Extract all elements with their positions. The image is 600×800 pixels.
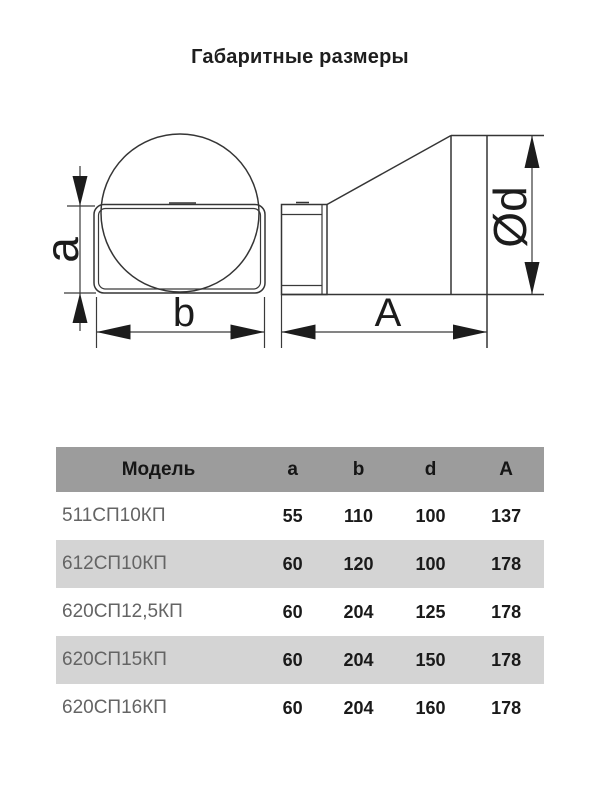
value-d: 150	[415, 649, 446, 670]
col-header-b: b	[324, 447, 392, 492]
table-row	[56, 636, 544, 684]
value-a: 60	[282, 697, 303, 718]
value-b: 110	[344, 505, 374, 526]
arrowhead-down-icon	[73, 176, 88, 206]
value-a: 55	[282, 505, 303, 526]
table-row	[56, 588, 544, 636]
value-b: 204	[343, 649, 374, 670]
model-cell: 620СП15КП	[62, 649, 167, 670]
table-row	[56, 684, 544, 732]
dimension-A	[282, 291, 488, 340]
arrowhead-right-icon	[231, 325, 265, 340]
col-header-model: Модель	[56, 447, 261, 492]
dimension-diameter	[484, 136, 540, 295]
model-cell: 620СП12,5КП	[62, 601, 183, 622]
arrowhead-down-icon	[525, 262, 540, 295]
value-d: 100	[415, 553, 446, 574]
value-A: 137	[491, 505, 522, 526]
dim-label-diameter: Ød	[484, 186, 536, 248]
arrowhead-left-icon	[282, 325, 316, 340]
front-view	[94, 134, 265, 293]
value-A: 178	[491, 697, 522, 718]
col-header-d: d	[393, 447, 469, 492]
dimension-b	[97, 291, 265, 348]
arrowhead-up-icon	[73, 293, 88, 323]
spec-table-header	[56, 447, 544, 492]
col-header-a: a	[261, 447, 324, 492]
value-d: 125	[415, 601, 446, 622]
dim-label-A: A	[374, 291, 402, 335]
value-a: 60	[282, 553, 303, 574]
value-d: 100	[415, 505, 446, 526]
value-A: 178	[491, 553, 522, 574]
spec-table	[56, 447, 544, 732]
dim-label-a: a	[36, 237, 88, 263]
flat-duct-inner-rect	[99, 209, 261, 290]
value-A: 178	[491, 649, 522, 670]
value-b: 120	[343, 553, 374, 574]
value-a: 60	[282, 649, 303, 670]
arrowhead-up-icon	[525, 136, 540, 169]
arrowhead-left-icon	[97, 325, 131, 340]
arrowhead-right-icon	[453, 325, 487, 340]
value-b: 204	[343, 697, 374, 718]
page-title: Габаритные размеры	[191, 46, 409, 68]
value-d: 160	[415, 697, 446, 718]
model-cell: 620СП16КП	[62, 697, 167, 718]
round-duct-circle	[101, 134, 259, 292]
cone-slant-line	[327, 136, 451, 205]
model-cell: 612СП10КП	[62, 553, 167, 574]
header-row	[56, 447, 544, 492]
col-header-A: A	[468, 447, 544, 492]
dim-label-b: b	[172, 291, 196, 335]
value-b: 204	[343, 601, 374, 622]
table-row	[56, 492, 544, 540]
socket-outer-rect	[282, 205, 328, 295]
dimension-a	[36, 166, 96, 331]
table-row	[56, 540, 544, 588]
flat-duct-outer-rect	[94, 205, 265, 294]
model-cell: 511СП10КП	[62, 505, 166, 526]
value-a: 60	[282, 601, 303, 622]
value-A: 178	[491, 601, 522, 622]
